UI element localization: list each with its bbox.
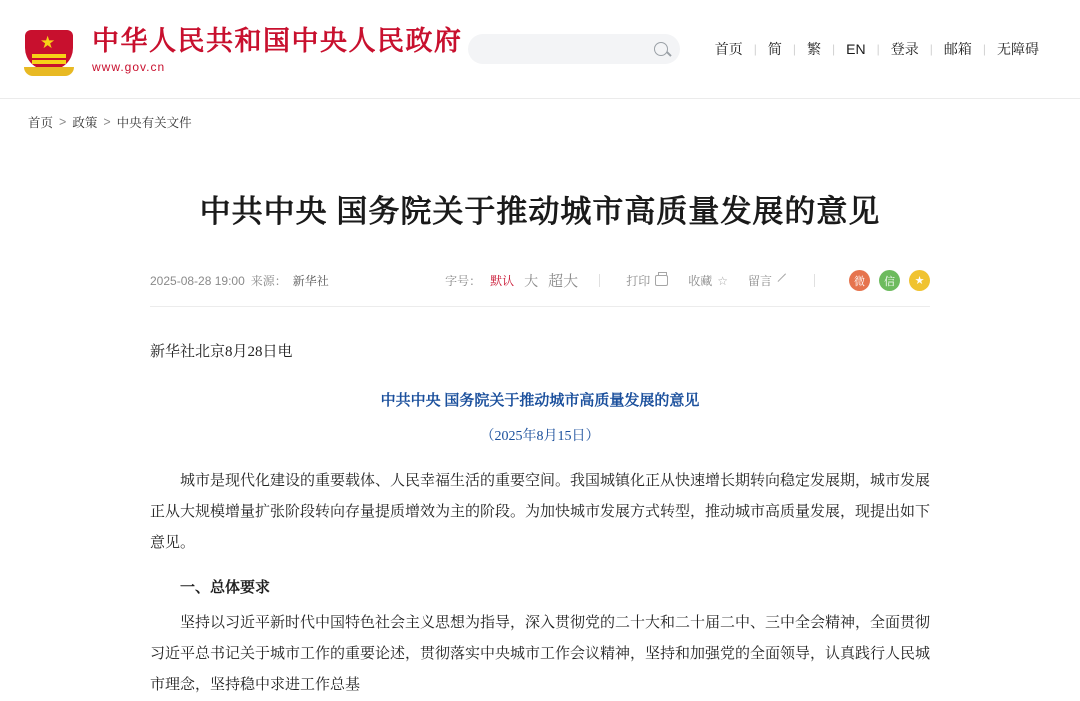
search-input[interactable]: [480, 41, 640, 57]
site-title: 中华人民共和国中央人民政府: [92, 25, 463, 56]
source-name: 新华社: [292, 274, 329, 288]
site-url: www.gov.cn: [92, 59, 166, 74]
paragraph: 坚持以习近平新时代中国特色社会主义思想为指导，深入贯彻党的二十大和二十届二中、三中全会精神，全面贯彻习近平总书记关于城市工作的重要论述，贯彻落实中央城市工作会议精神，坚持和加强党的全面领导，认真践行人民城市理念，坚持稳中求进工作总基: [150, 615, 931, 693]
pen-icon: [777, 275, 788, 286]
nav-item-accessibility[interactable]: 无障碍: [997, 41, 1039, 57]
site-brand[interactable]: [92, 25, 463, 74]
article-body: [150, 337, 930, 701]
breadcrumb-item-central-documents[interactable]: 中央有关文件: [116, 115, 192, 130]
divider: [814, 274, 815, 287]
printer-icon: [655, 275, 668, 286]
site-header: [0, 0, 1080, 98]
section-heading: 一、总体要求: [180, 580, 271, 596]
comment-label: 留言: [747, 274, 772, 288]
breadcrumb-separator: >: [59, 114, 67, 129]
publish-datetime: 2025-08-28 19:00: [150, 273, 245, 288]
nav-item-login[interactable]: 登录: [890, 41, 919, 57]
dateline: 新华社北京8月28日电: [150, 344, 293, 360]
paragraph: 城市是现代化建设的重要载体、人民幸福生活的重要空间。我国城镇化正从快速增长期转向稳定发展期，城市发展正从大规模增量扩张阶段转向存量提质增效为主的阶段。为加快城市发展方式转型，推动城市高质量发展，现提出如下意见。: [150, 473, 931, 551]
fontsize-default-button[interactable]: 默认: [490, 274, 515, 288]
nav-separator: |: [832, 42, 836, 56]
nav-item-mail[interactable]: 邮箱: [943, 41, 972, 57]
qzone-share-icon[interactable]: ★: [909, 270, 930, 291]
favorite-button[interactable]: [688, 272, 728, 289]
fontsize-large-button[interactable]: 大: [524, 272, 539, 289]
nav-item-english[interactable]: EN: [846, 41, 866, 57]
breadcrumb: [0, 98, 1080, 144]
fontsize-xlarge-button[interactable]: 超大: [548, 273, 579, 290]
star-icon: ☆: [717, 273, 728, 288]
print-button[interactable]: [626, 272, 668, 289]
header-right: [468, 34, 1050, 64]
breadcrumb-separator: >: [103, 114, 111, 129]
nav-item-home[interactable]: 首页: [714, 41, 743, 57]
favorite-label: 收藏: [688, 274, 713, 288]
print-label: 打印: [626, 274, 651, 288]
source-label: 来源：: [250, 274, 287, 288]
breadcrumb-item-policy[interactable]: 政策: [72, 115, 98, 130]
weibo-share-icon[interactable]: 微: [849, 270, 870, 291]
search-icon[interactable]: [654, 42, 668, 56]
document-heading: 中共中央 国务院关于推动城市高质量发展的意见: [380, 393, 700, 409]
header-nav: [704, 39, 1050, 59]
nav-separator: |: [792, 42, 797, 56]
nav-separator: |: [876, 42, 880, 56]
fontsize-label: 字号：: [445, 274, 482, 288]
nav-item-traditional[interactable]: 繁: [807, 41, 822, 57]
search-box[interactable]: [468, 34, 680, 64]
article-meta-bar: [150, 265, 930, 307]
national-emblem-icon: ★: [22, 22, 76, 76]
nav-item-simplified[interactable]: 简: [767, 41, 782, 57]
comment-button[interactable]: [748, 272, 788, 289]
meta-tools: [445, 270, 930, 291]
nav-separator: |: [929, 42, 933, 56]
breadcrumb-item-home[interactable]: 首页: [28, 115, 54, 130]
wechat-share-icon[interactable]: 信: [879, 270, 900, 291]
article: [0, 186, 1080, 701]
document-date: （2025年8月15日）: [480, 429, 600, 444]
page-title: 中共中央 国务院关于推动城市高质量发展的意见: [199, 194, 881, 229]
nav-separator: |: [753, 42, 757, 56]
meta-left: [150, 272, 329, 289]
nav-separator: |: [982, 42, 986, 56]
share-group: [849, 270, 930, 291]
divider: [599, 274, 600, 287]
